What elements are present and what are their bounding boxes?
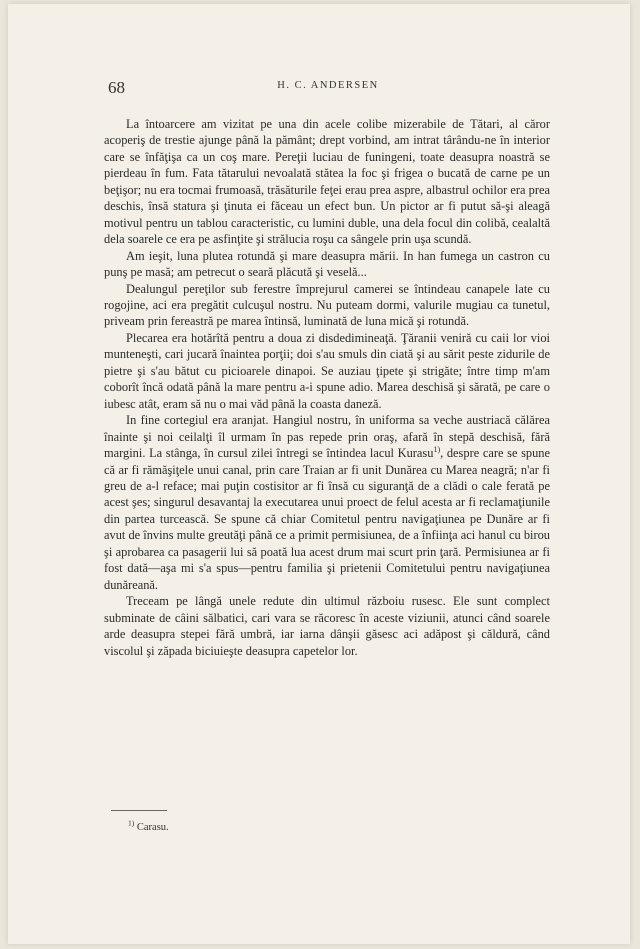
- book-page: [8, 4, 630, 944]
- paragraph: [104, 412, 550, 593]
- paragraph: La întoarcere am vizitat pe una din acele colibe mizerabile de Tătari, al căror acoperiş de trestie ajunge până la pământ; drept vorbind, am intrat târându-ne în interior care se înfăţişa ca un coş mare. Pereţii luciau de funingeni, toate deasupra noastră se pierdeau în fum. Fata tătarului nevoalată stătea la foc şi frigea o bucată de carne pe un beţişor; nu era tocmai frumoasă, trăsăturile feţei erau prea aspre, albastrul ochilor era prea deschis, însă statura şi ţinuta ei făceau un efect bun. Un pictor ar fi putut să-şi aleagă motivul pentru un tablou caracteristic, cu lumini duble, una dela focul din colibă, cealaltă dela soarele ce era pe asfinţite şi strălucia roşu ca sângele prin uşa scundă.: [104, 117, 550, 247]
- paragraph: Am ieşit, luna plutea rotundă şi mare deasupra mării. In han fumega un castron cu punş pe masă; am petrecut o seară plăcută şi veselă...: [104, 248, 550, 280]
- paragraph: Treceam pe lângă unele redute din ultimul războiu rusesc. Ele sunt complect subminate de câini sălbatici, cari vara se răcoresc în aceste viziunii, atunci când soarele arde deasupra stepei fără umbră, iar iarna dânşii găsesc aci adăpost şi căldură, când viscolul şi zăpada biciuieşte deasupra capetelor lor.: [104, 594, 550, 658]
- paragraph: Dealungul pereţilor sub ferestre împrejurul camerei se întindeau canapele late cu rogojine, aci era pregătit culcuşul nostru. Nu puteam dormi, valurile mugiau ca tunetul, priveam prin fereastră pe marea întinsă, luminată de luna mică şi rotundă.: [104, 281, 550, 329]
- page-header: [98, 74, 558, 96]
- footnote: [128, 818, 169, 833]
- footnote-mark: 1): [128, 818, 135, 828]
- running-head: H. C. ANDERSEN: [277, 80, 379, 91]
- body-text: [104, 116, 550, 659]
- paragraph: Plecarea era hotărîtă pentru a doua zi disdedimineaţă. Ţăranii veniră cu caii lor vioi munteneşti, cari jucară înaintea porţii; doi s'au smuls din ciată şi au sărit peste zidurile de pietre şi s'au bătut cu picioarele dinapoi. Se auziau ţipete şi strigăte; între timp m'am coborît încă odată până la mare pentru a-i spune adio. Marea deschisă şi sărată, pe care o iubesc atât, eram să nu o mai văd până la coasta daneză.: [104, 330, 550, 411]
- footnote-text: Carasu.: [136, 822, 169, 833]
- paragraph-text: , despre care se spune că ar fi rămăşiţele unui canal, prin care Traian ar fi unit Dunărea cu Marea neagră; n'ar fi greu de a-l reface; mai puţin costisitor ar fi însă cu siguranţă de a clădi o cale ferată pe acest şes; singurul desavantaj la executarea unui proect de felul acesta ar fi reclamaţiunile din partea turcească. Se spune că chiar Comitetul pentru navigaţiunea pe Dunăre ar fi avut de învins multe greutăţi până ce a primit permisiunea, de a înfiinţa aci hanul cu birou şi aprobarea ca pasagerii lui să poată lua acest drum mai scurt prin ţară. Permisiunea ar fi fost dată—aşa mi s'a spus—pentru familia şi prietenii Comitetului pentru navigaţiunea dunăreană.: [104, 446, 550, 592]
- page-number: 68: [108, 78, 125, 97]
- footnote-reference: 1): [433, 444, 441, 454]
- footnote-divider: [111, 810, 167, 811]
- paragraph-text: In fine cortegiul era aranjat. Hangiul nostru, în uniforma sa veche austriacă călărea înainte şi noi ceilalţi îl urmam în pas repede prin oraş, afară în stepă deschisă, fără margini. La stânga, în cursul zilei întregi se întindea lacul Kurasu: [104, 413, 550, 461]
